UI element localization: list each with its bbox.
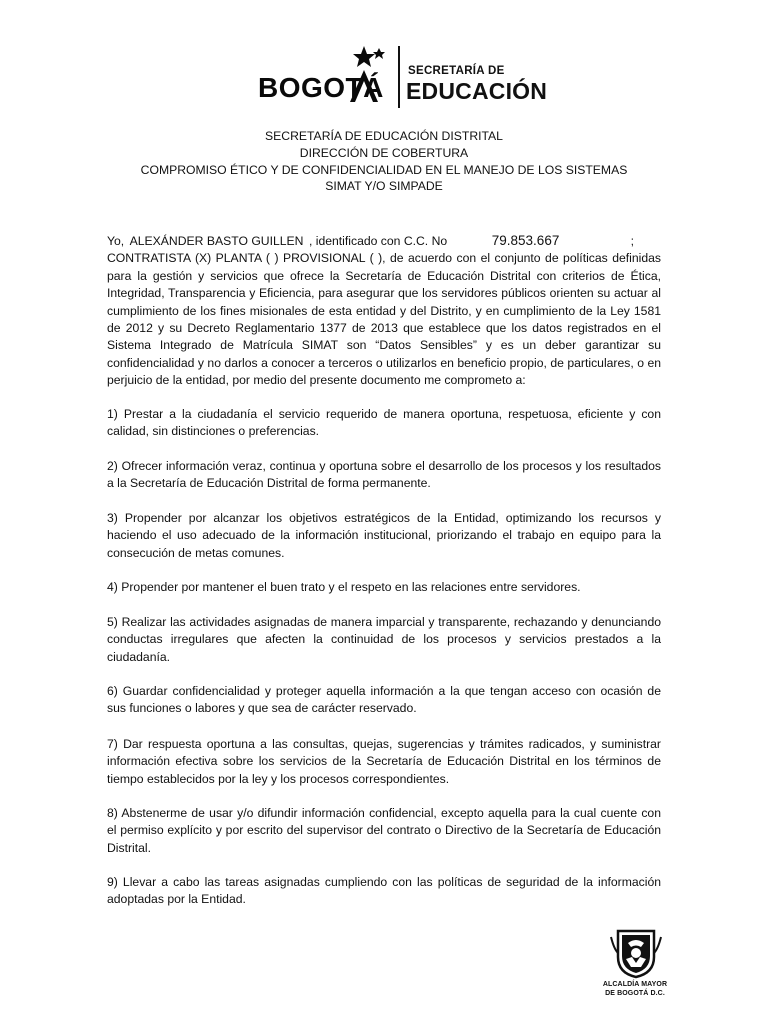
seal-caption-line-2: DE BOGOTÁ D.C. [605,990,665,997]
intro-yo: Yo, [107,234,125,248]
document-title-block [0,128,768,195]
logo-divider [398,46,400,108]
commitment-item-4: 4) Propender por mantener el buen trato y el respeto en las relaciones entre servidores. [107,580,581,594]
commitment-item-1: 1) Prestar a la ciudadanía el servicio requerido de manera oportuna, respetuosa, eficiente y con calidad, sin distinciones o preferencias. [107,407,661,439]
commitment-item-2: 2) Ofrecer información veraz, continua y oportuna sobre el desarrollo de los procesos y los resultados a la Secretaría de Educación Distrital de forma permanente. [107,459,661,491]
commitment-item-9: 9) Llevar a cabo las tareas asignadas cumpliendo con las políticas de seguridad de la información adoptadas por la Entidad. [107,875,661,907]
intro-identificado: , identificado con C.C. No [308,234,448,248]
commitment-item-5: 5) Realizar las actividades asignadas de manera imparcial y transparente, rechazando y denunciando conductas irregulares que afecten la continuidad de los procesos y servicios prestados a la ciudadanía. [107,615,661,664]
title-line-2: DIRECCIÓN DE COBERTURA [299,145,469,160]
title-line-3: COMPROMISO ÉTICO Y DE CONFIDENCIALIDAD EN EL MANEJO DE LOS SISTEMAS [140,162,628,177]
intro-paragraph [107,232,661,390]
bogota-coat-of-arms-icon [608,927,664,979]
signer-name: ALEXÁNDER BASTO GUILLEN [129,234,304,248]
commitment-item-3: 3) Propender por alcanzar los objetivos estratégicos de la Entidad, optimizando los recursos y haciendo el uso adecuado de la información institucional, priorizando el trabajo en equipo para la consecución de metas comunes. [107,511,661,560]
logo-city-text: BOGOTÁ [258,72,384,103]
seal-caption-line-1: ALCALDÍA MAYOR [602,981,668,988]
logo-educacion-text: EDUCACIÓN [406,78,548,104]
intro-first-line [107,232,661,250]
intro-body-text: CONTRATISTA (X) PLANTA ( ) PROVISIONAL ( ), de acuerdo con el conjunto de políticas definidas para la gestión y servicios que ofrece la Secretaría de Educación Distrital con criterios de Ética, Integridad, Transparencia y Eficiencia, para asegurar que los servidores públicos orienten su actuar al cumplimiento de los fines misionales de esta entidad y del Distrito, y en cumplimiento de la Ley 1581 de 2012 y su Decreto Reglamentario 1377 de 2013 que establece que los datos registrados en el Sistema Integrado de Matrícula SIMAT son “Datos Sensibles” y es un deber garantizar su confidencialidad y no darlos a conocer a terceros o utilizarlos en beneficio propio, de particulares, o en perjuicio de la entidad, por medio del presente documento me comprometo a: [107,251,661,388]
commitment-item-8: 8) Abstenerme de usar y/o difundir información confidencial, excepto aquella para la cual cuente con el permiso explícito y por escrito del supervisor del contrato o Directivo de la Secretaría de Educación Distrital. [107,806,661,855]
alcaldia-seal-caption [590,980,680,998]
intro-semicolon: ; [630,234,634,248]
logo-stars-icon [344,44,388,108]
title-line-4: SIMAT Y/O SIMPADE [325,179,443,194]
logo-secretaria-text: SECRETARÍA DE [408,65,505,77]
commitment-item-6: 6) Guardar confidencialidad y proteger aquella información a la que tengan acceso con ocasión de sus funciones o labores y que sea de carácter reservado. [107,684,661,716]
secretaria-educacion-logo [258,42,548,114]
title-line-1: SECRETARÍA DE EDUCACIÓN DISTRITAL [265,129,503,143]
commitment-item-7: 7) Dar respuesta oportuna a las consultas, quejas, sugerencias y trámites radicados, y suministrar información efectiva sobre los servicios de la Secretaría de Educación Distrital en los términos de tiempo establecidos por la ley y los procesos correspondientes. [107,737,661,786]
signer-cc-number: 79.853.667 [491,233,560,248]
